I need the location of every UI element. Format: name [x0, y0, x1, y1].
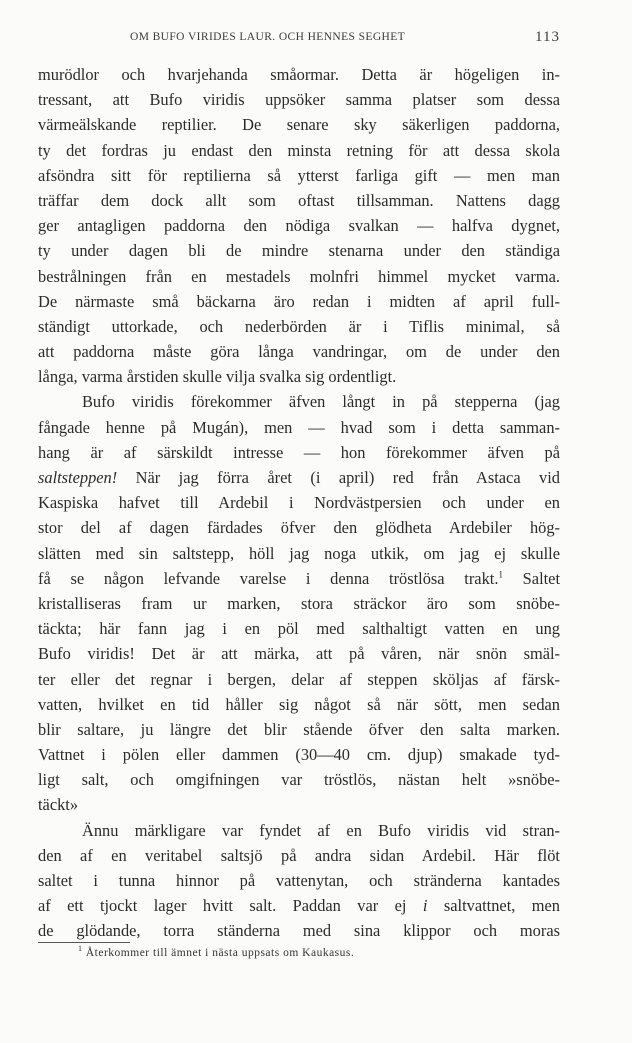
footnote-divider [38, 942, 130, 943]
text-line: saltet i tunna hinnor på vattenytan, och stränderna kantades [38, 871, 560, 890]
page-number: 113 [535, 29, 560, 45]
text-segment: af ett tjockt lager hvitt salt. Paddan var ej [38, 896, 407, 916]
text-line: kristalliseras fram ur marken, stora sträckor äro som snöbe- [38, 593, 560, 613]
text-line: de glödande, torra ständerna med sina klippor och moras [38, 921, 560, 941]
text-line-mixed [38, 893, 560, 918]
text-line: slätten med sin saltstepp, höll jag noga utkik, om jag ej skulle [38, 543, 560, 563]
text-line: afsöndra sitt för reptilierna så ytterst farliga gift — men man [38, 165, 560, 185]
emphasis-saltsteppen: saltsteppen! [38, 468, 118, 487]
footnote [78, 944, 355, 959]
text-segment: När jag förra året (i april) red från Astaca vid [135, 468, 560, 487]
emphasis-i: i [422, 896, 428, 916]
text-line: värmeälskande reptilier. De senare sky säkerligen paddorna, [38, 115, 560, 135]
text-line: murödlor och hvarjehanda småormar. Detta är högeligen in- [38, 65, 560, 84]
text-line: ger antagligen paddorna den nödiga svalkan — halfva dygnet, [38, 216, 560, 236]
text-line: den af en veritabel saltsjö på andra sidan Ardebil. Här flöt [38, 845, 560, 865]
running-title: OM BUFO VIRIDES LAUR. OCH HENNES SEGHET [130, 31, 406, 43]
text-line: Vattnet i pölen eller dammen (30—40 cm. djup) smakade tyd- [38, 745, 560, 765]
text-line: tressant, att Bufo viridis uppsöker samma platser som dessa [38, 90, 560, 110]
text-line: De närmaste små bäckarna äro redan i midten af april full- [38, 291, 560, 311]
text-line-mixed [38, 465, 560, 490]
text-line: Bufo viridis! Det är att märka, att på våren, när snön smäl- [38, 644, 560, 664]
text-segment: Saltet [522, 568, 560, 588]
text-line: hang är af särskildt intresse — hon förekommer äfven på [38, 442, 560, 462]
text-line: Bufo viridis förekommer äfven långt in på stepperna (jag [82, 392, 560, 412]
text-segment: saltvattnet, men [443, 896, 560, 916]
text-line: täckta; här fann jag i en pöl med salthaltigt vatten en ung [38, 619, 560, 639]
text-line: ty under dagen bli de mindre stenarna under den ständiga [38, 241, 560, 261]
text-line: ständigt uttorkade, och nederbörden är i Tiflis minimal, så [38, 316, 560, 336]
text-line-mixed [38, 566, 560, 591]
text-line: bestrålningen från en mestadels molnfri himmel mycket varma. [38, 266, 560, 286]
footnote-text: Återkommer till ämnet i nästa uppsats om Kaukasus. [85, 947, 355, 959]
text-line: ligt salt, och omgifningen var tröstlös, nästan helt »snöbe- [38, 770, 560, 790]
text-line: ter eller det regnar i bergen, delar af steppen sköljas af färsk- [38, 669, 560, 689]
text-line: att paddorna måste göra långa vandringar, om de under den [38, 342, 560, 362]
text-line: ty det fordras ju endast den minsta retning för att dessa skola [38, 140, 560, 160]
footnote-marker: 1 [78, 944, 83, 954]
text-line: blir saltare, ju längre det blir stående öfver den salta marken. [38, 719, 560, 739]
text-line: långa, varma årstiden skulle vilja svalka sig ordentligt. [38, 367, 397, 387]
text-line: Kaspiska hafvet till Ardebil i Nordvästpersien och under en [38, 493, 560, 513]
text-segment: få se någon lefvande varelse i denna tröstlösa trakt. [38, 568, 499, 588]
text-line: stor del af dagen färdades öfver den glödheta Ardebiler hög- [38, 518, 560, 538]
text-line: fångade henne på Mugán), men — hvad som i detta samman- [38, 417, 560, 437]
footnote-reference: 1 [498, 569, 503, 580]
text-line: täckt» [38, 795, 79, 815]
text-line: Ännu märkligare var fyndet af en Bufo viridis vid stran- [82, 820, 560, 840]
running-header [38, 29, 560, 49]
text-line: vatten, hvilket en tid håller sig något så när sött, men sedan [38, 694, 560, 714]
text-line: träffar dem dock allt som oftast tillsamman. Nattens dagg [38, 190, 560, 210]
body-text [38, 62, 560, 944]
